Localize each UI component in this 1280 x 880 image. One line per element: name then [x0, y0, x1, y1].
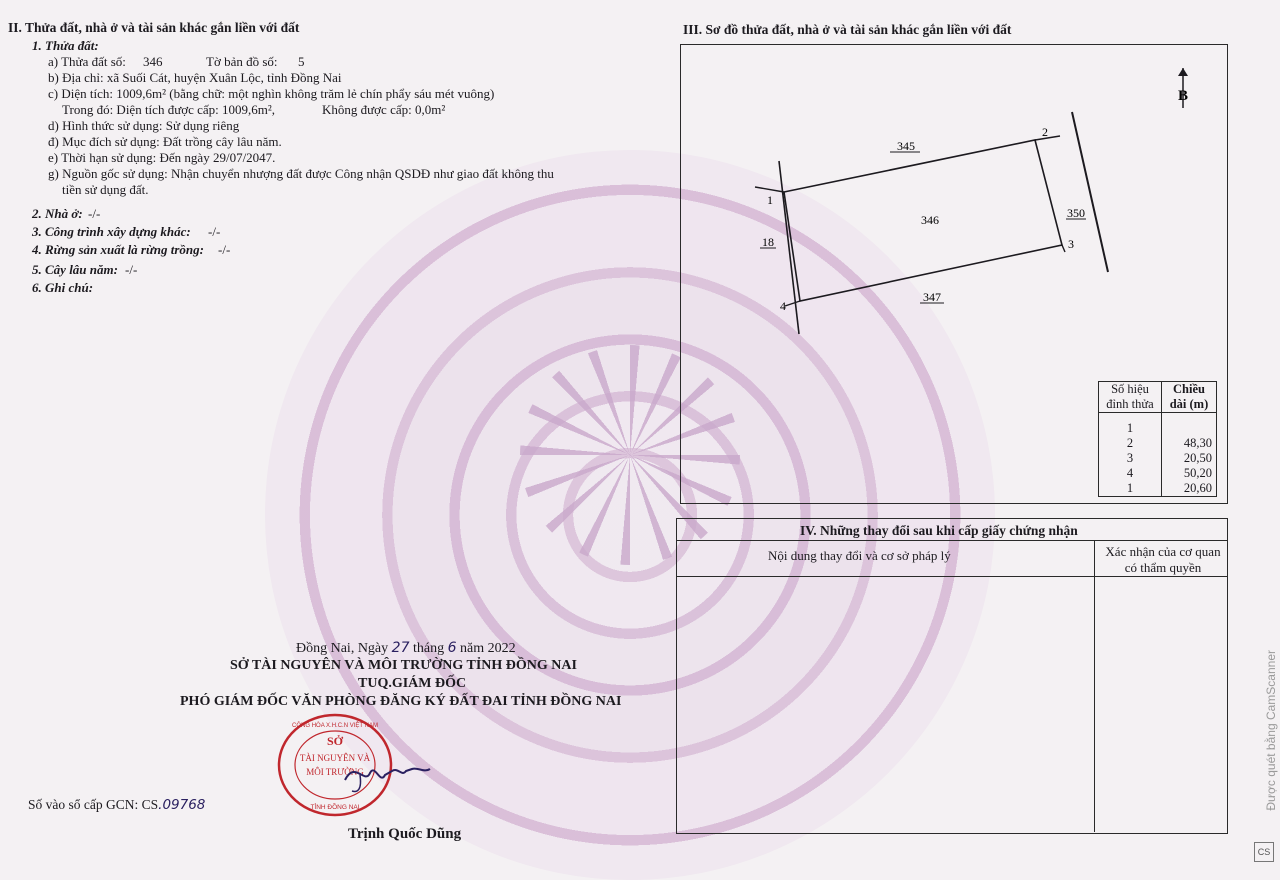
- neighbor-bottom: 347: [923, 290, 941, 304]
- vertex-2: 2: [1042, 125, 1048, 139]
- sign-day: 27: [391, 640, 410, 656]
- row-point-3: 4: [1099, 466, 1162, 481]
- north-arrow: [1178, 68, 1188, 108]
- vertex-1: 1: [767, 193, 773, 207]
- map-label: Tờ bản đồ số:: [206, 54, 278, 69]
- house-value: -/-: [88, 206, 101, 221]
- row-length-2: 20,50: [1162, 451, 1217, 466]
- house-label: 2. Nhà ở:: [32, 206, 83, 221]
- parcel-center-label: 346: [921, 213, 939, 227]
- usage-term: e) Thời hạn sử dụng: Đến ngày 29/07/2047.: [48, 150, 276, 165]
- area: c) Diện tích: 1009,6m² (bằng chữ: một nghìn không trăm lẻ chín phẩy sáu mét vuông): [48, 86, 495, 101]
- map-no: 5: [298, 54, 305, 69]
- neighbor-right: 350: [1067, 206, 1085, 220]
- sign-month: 6: [447, 640, 457, 656]
- stamp-ring: CỘNG HÒA X.H.C.N VIỆT NAM: [292, 723, 378, 729]
- col-confirm: Xác nhận của cơ quan có thẩm quyền: [1105, 544, 1221, 575]
- right-road: [1072, 112, 1108, 272]
- note-label: 6. Ghi chú:: [32, 280, 94, 295]
- tuq-title: TUQ.GIÁM ĐỐC: [358, 676, 467, 691]
- camscanner-badge: CS: [1254, 842, 1274, 862]
- changes-divider-header: [676, 576, 1227, 577]
- neighbor-top: 345: [897, 139, 915, 153]
- col-content: Nội dung thay đổi và cơ sở pháp lý: [768, 548, 951, 563]
- row-point-4: 1: [1099, 481, 1162, 497]
- book-entry: Số vào sổ cấp GCN: CS.09768: [28, 797, 206, 813]
- month-word: tháng: [412, 641, 445, 656]
- header-length: Chiều dài (m): [1162, 382, 1217, 413]
- origin-line2: tiền sử dụng đất.: [62, 182, 149, 197]
- parcel-no: 346: [143, 54, 163, 69]
- changes-column-divider: [1094, 540, 1095, 832]
- row-length-1: 48,30: [1162, 436, 1217, 451]
- stamp-bottom: TỈNH ĐỒNG NAI: [310, 804, 360, 811]
- address: b) Địa chỉ: xã Suối Cát, huyện Xuân Lộc, tỉnh Đồng Nai: [48, 70, 342, 85]
- forest-value: -/-: [218, 242, 231, 257]
- construction-label: 3. Công trình xây dựng khác:: [32, 224, 191, 239]
- signer-name: Trịnh Quốc Dũng: [348, 826, 462, 842]
- vertex-4: 4: [780, 299, 786, 313]
- forest-label: 4. Rừng sản xuất là rừng trồng:: [32, 242, 204, 257]
- perennial-value: -/-: [125, 262, 138, 277]
- dept-title: SỞ TÀI NGUYÊN VÀ MÔI TRƯỜNG TỈNH ĐỒNG NAI: [230, 658, 577, 673]
- area-granted: Trong đó: Diện tích được cấp: 1009,6m²,: [62, 102, 276, 117]
- stamp-line1: TÀI NGUYÊN VÀ: [299, 753, 371, 763]
- place-prefix: Đồng Nai, Ngày: [296, 641, 389, 656]
- section-iii-title: III. Sơ đồ thửa đất, nhà ở và tài sản khác gắn liền với đất: [683, 22, 1012, 37]
- construction-value: -/-: [208, 224, 221, 239]
- row-point-0: 1: [1099, 413, 1162, 437]
- row-point-2: 3: [1099, 451, 1162, 466]
- parcel-label: a) Thửa đất số:: [48, 54, 126, 69]
- usage-form: d) Hình thức sử dụng: Sử dụng riêng: [48, 118, 240, 133]
- book-label: Số vào sổ cấp GCN: CS: [28, 797, 159, 812]
- north-label: B: [1177, 88, 1189, 104]
- neighbor-left: 18: [762, 235, 774, 249]
- origin-line1: g) Nguồn gốc sử dụng: Nhận chuyển nhượng đất được Công nhận QSDĐ như giao đất không thu: [48, 166, 554, 181]
- section-ii-title: II. Thửa đất, nhà ở và tài sản khác gắn liền với đất: [8, 20, 300, 35]
- usage-purpose: đ) Mục đích sử dụng: Đất trồng cây lâu năm.: [48, 134, 282, 149]
- length-table: [1098, 381, 1217, 497]
- area-not-granted: Không được cấp: 0,0m²: [322, 102, 446, 117]
- position-title: PHÓ GIÁM ĐỐC VĂN PHÒNG ĐĂNG KÝ ĐẤT ĐAI TỈNH ĐỒNG NAI: [180, 694, 622, 709]
- stamp-line2: MÔI TRƯỜNG: [306, 767, 364, 777]
- header-point: Số hiệu đỉnh thửa: [1099, 382, 1162, 413]
- perennial-label: 5. Cây lâu năm:: [32, 262, 118, 277]
- year-word: năm 2022: [460, 641, 516, 656]
- row-length-0: [1162, 413, 1217, 437]
- section-iv-title: IV. Những thay đổi sau khi cấp giấy chứng nhận: [800, 523, 1078, 538]
- stamp-so: SỞ: [326, 734, 344, 748]
- vertex-3: 3: [1068, 237, 1074, 251]
- row-length-3: 50,20: [1162, 466, 1217, 481]
- book-no: 09768: [162, 797, 206, 813]
- row-length-4: 20,60: [1162, 481, 1217, 497]
- land-heading: 1. Thửa đất:: [32, 38, 99, 53]
- camscanner-watermark: Được quét bằng CamScanner: [1264, 650, 1278, 811]
- sign-date: [296, 640, 516, 657]
- handwritten-signature: [340, 755, 440, 795]
- row-point-1: 2: [1099, 436, 1162, 451]
- changes-divider-top: [676, 540, 1227, 541]
